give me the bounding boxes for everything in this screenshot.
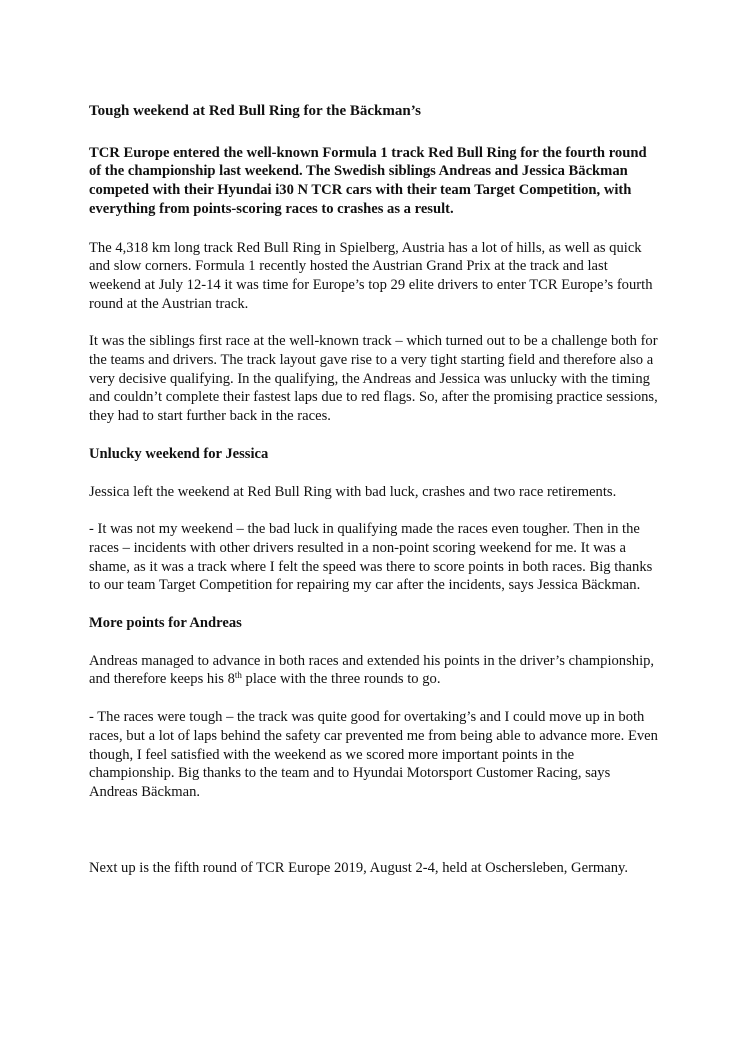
paragraph-jessica: Jessica left the weekend at Red Bull Ring with bad luck, crashes and two race retirements. <box>89 483 617 500</box>
quote-andreas: - The races were tough – the track was quite good for overtaking’s and I could move up in both races, but a lot of laps behind the safety car prevented me from being able to advance more. Even though, I feel satisfied with the weekend as we scored more important points in the championship. Big thanks to the team and to Hyundai Motorsport Customer Racing, says Andreas Bäckman. <box>89 709 658 800</box>
ordinal-suffix: th <box>234 670 242 681</box>
heading-andreas: More points for Andreas <box>89 615 242 632</box>
paragraph-andreas <box>89 652 659 689</box>
article-title: Tough weekend at Red Bull Ring for the Bäckman’s <box>89 103 421 119</box>
article-lead: TCR Europe entered the well-known Formula 1 track Red Bull Ring for the fourth round of the championship last weekend. The Swedish siblings Andreas and Jessica Bäckman competed with their Hyundai i30 N TCR cars with their team Target Competition, with everything from points-scoring races to crashes as a result. <box>89 144 647 217</box>
closing-paragraph: Next up is the fifth round of TCR Europe 2019, August 2-4, held at Oschersleben, Germany. <box>89 859 629 876</box>
paragraph-track: The 4,318 km long track Red Bull Ring in Spielberg, Austria has a lot of hills, as well as quick and slow corners. Formula 1 recently hosted the Austrian Grand Prix at the track and last weekend at July 12-14 it was time for Europe’s top 29 elite drivers to enter TCR Europe’s fourth round at the Austrian track. <box>89 239 653 312</box>
heading-jessica: Unlucky weekend for Jessica <box>89 445 269 462</box>
paragraph-siblings: It was the siblings first race at the well-known track – which turned out to be a challenge both for the teams and drivers. The track layout gave rise to a very tight starting field and therefore also a very decisive qualifying. In the qualifying, the Andreas and Jessica was unlucky with the timing and couldn’t complete their fastest laps due to red flags. So, after the promising practice sessions, they had to start further back in the races. <box>89 333 658 425</box>
paragraph-andreas-text-2: place with the three rounds to go. <box>241 671 441 688</box>
paragraph-andreas-text-1: Andreas managed to advance in both races and extended his points in the driver’s championship, and therefore keeps his 8 <box>89 652 655 688</box>
quote-jessica: - It was not my weekend – the bad luck in qualifying made the races even tougher. Then in the races – incidents with other drivers resulted in a non-point scoring weekend for me. It was a shame, as it was a track where I felt the speed was there to score points in both races. Big thanks to our team Target Competition for repairing my car after the incidents, says Jessica Bäckman. <box>89 521 653 594</box>
document-page <box>89 102 659 896</box>
spacer <box>89 821 659 859</box>
